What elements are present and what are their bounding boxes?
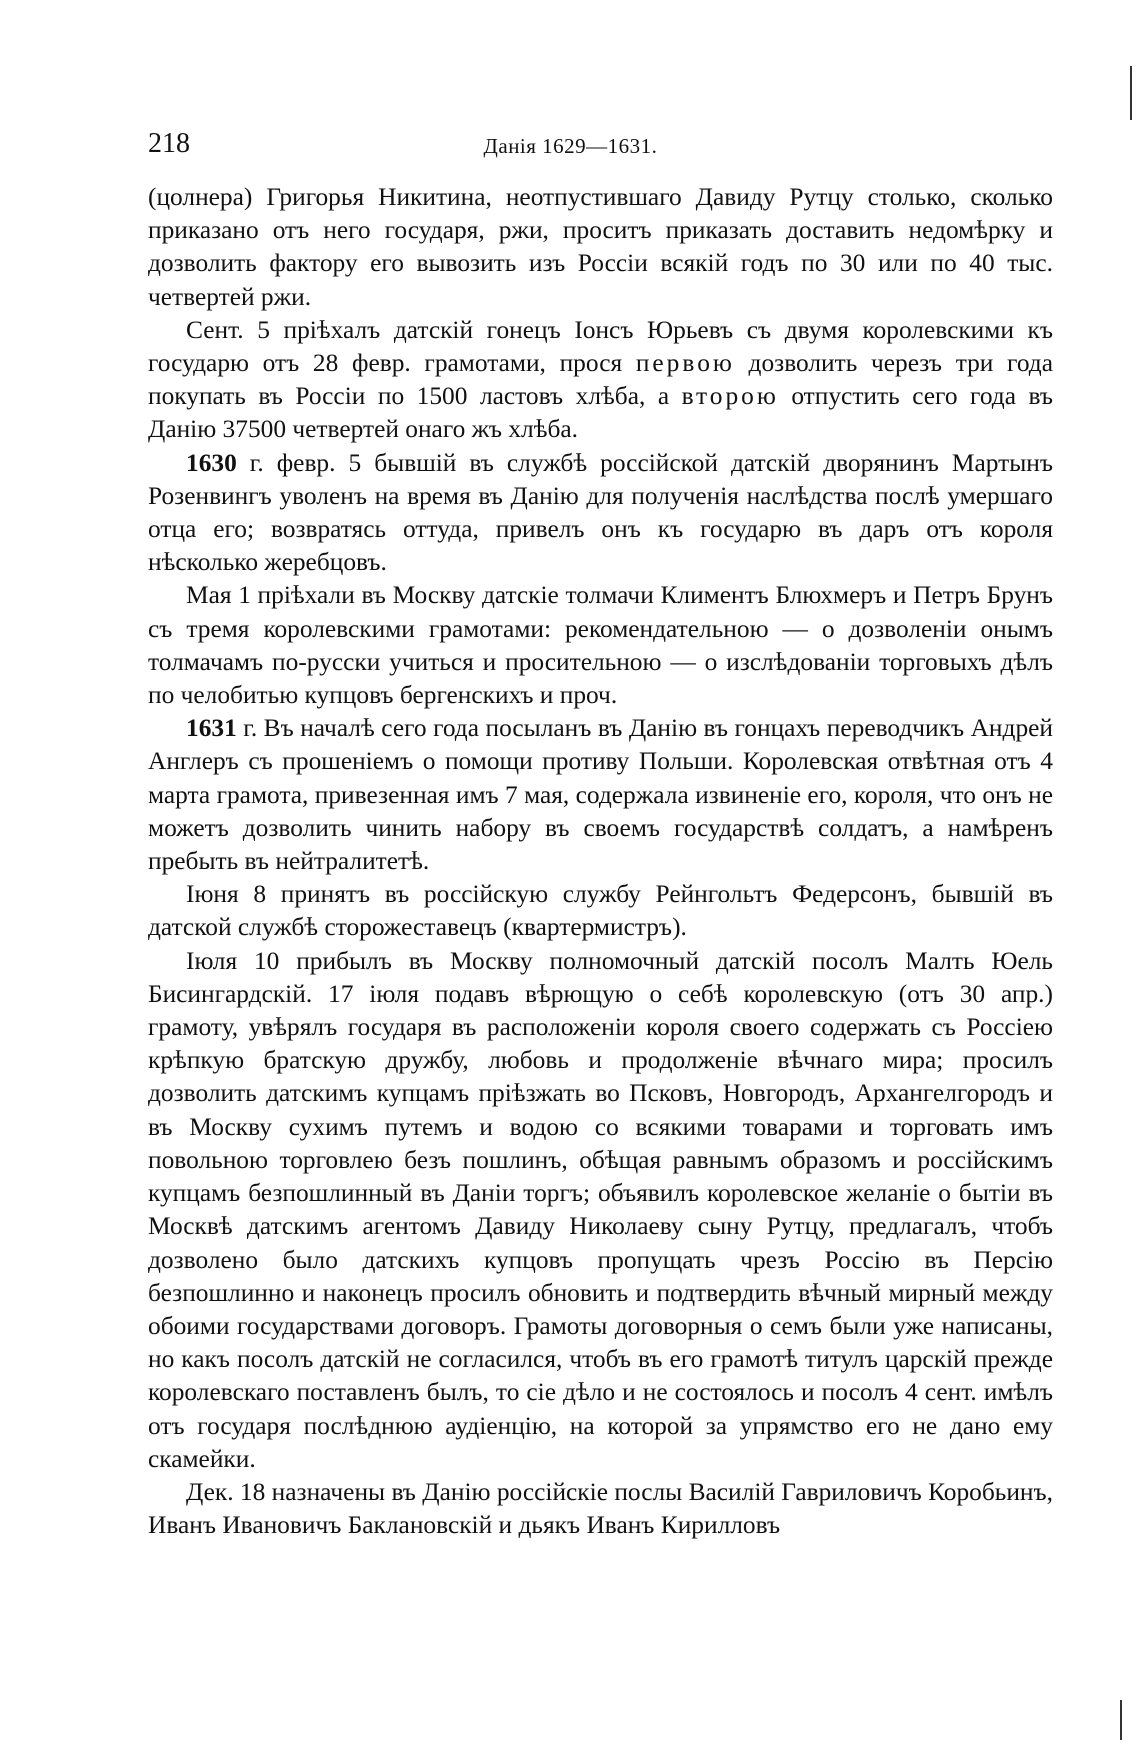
paragraph-5-text: г. Въ началѣ сего года посыланъ въ Данію въ гонцахъ переводчикъ Андрей Англеръ съ прошеніемъ о помощи противу Польши. Королевская отвѣтная отъ 4 марта грамота, привезенная имъ 7 мая, содержала извиненіе его, короля, что онъ не можетъ дозволить чинить набору въ своемъ государствѣ солдатъ, а намѣренъ пребыть въ нейтралитетѣ. [148,714,1053,876]
paragraph-8: Дек. 18 назначены въ Данію россійскіе послы Василій Гавриловичъ Коробьинъ, Иванъ Ивановичъ Баклановскій и дьякъ Иванъ Кирилловъ [148,1477,1053,1540]
scan-edge-mark-bottom [1120,1700,1122,1740]
year-heading-1630: 1630 [186,448,237,477]
spaced-word-first: первою [635,349,735,378]
year-heading-1631: 1631 [186,714,237,743]
paragraph-2-part-1: Сент. 5 пріѣхалъ датскій гонецъ Іонсъ Юрьевъ съ двумя королевскими къ государю отъ 28 февр. грамотами, прося [148,315,1053,378]
page-header [148,128,993,168]
paragraph-1: (цолнера) Григорья Никитина, неотпустившаго Давиду Рутцу столько, сколько приказано отъ него государя, ржи, проситъ приказать доставить недомѣрку и дозволить фактору его вывозить изъ Россіи всякій годъ по 30 или по 40 тыс. четвертей ржи. [148,183,1053,311]
paragraph-3 [148,447,1053,580]
paragraph-4: Мая 1 пріѣхали въ Москву датскіе толмачи Климентъ Блюхмеръ и Петръ Брунъ съ тремя королевскими грамотами: рекомендательною — о дозволеніи онымъ толмачамъ по-русски учиться и просительною — о изслѣдованіи торговыхъ дѣлъ по челобитью купцовъ бергенскихъ и проч. [148,581,1053,710]
paragraph-2-part-2: дозволить черезъ три года покупать въ Россіи по 1500 ластовъ хлѣба, а [148,349,1053,411]
paragraph-6: Іюня 8 принятъ въ россійскую службу Рейнгольтъ Федерсонъ, бывшій въ датской службѣ сторожеставецъ (квартермистръ). [148,880,1053,942]
paragraph-5 [148,712,1053,878]
paragraph-2 [148,314,1053,447]
spaced-word-second: второю [681,382,779,411]
scan-edge-mark-top [1130,66,1132,120]
paragraph-7: Іюля 10 прибылъ въ Москву полномочный датскій посолъ Малть Юель Бисингардскій. 17 іюля подавъ вѣрющую о себѣ королевскую (отъ 30 апр.) грамоту, увѣрялъ государя въ расположеніи короля своего содержать съ Россіею крѣпкую братскую дружбу, любовь и продолженіе вѣчнаго мира; просилъ дозволить датскимъ купцамъ пріѣзжать во Псковъ, Новгородъ, Архангелгородъ и въ Москву сухимъ путемъ и водою со всякими товарами и торговать имъ повольною торговлею безъ пошлинъ, обѣщая равнымъ образомъ и россійскимъ купцамъ безпошлинный въ Даніи торгъ; объявилъ королевское желаніе о бытіи въ Москвѣ датскимъ агентомъ Давиду Николаеву сыну Рутцу, предлагалъ, чтобъ дозволено было датскихъ купцовъ пропущать чрезъ Россію въ Персію безпошлинно и наконецъ просилъ обновить и подтвердить вѣчный мирный между обоими государствами договоръ. Грамоты договорныя о семъ были уже написаны, но какъ посолъ датскій не согласился, чтобъ въ его грамотѣ титулъ царскій прежде королевскаго поставленъ былъ, то сіе дѣло и не состоялось и посолъ 4 сент. имѣлъ отъ государя послѣднюю аудіенцію, на которой за упрямство его не дано ему скамейки. [148,946,1053,1473]
body-text [148,181,1053,1542]
page-number: 218 [148,128,190,159]
paragraph-3-text: г. февр. 5 бывшій въ службѣ россійской датскій дворянинъ Мартынъ Розенвингъ уволенъ на время въ Данію для полученія наслѣдства послѣ умершаго отца его; возвратясь оттуда, привелъ онъ къ государю въ даръ отъ короля нѣсколько жеребцовъ. [148,448,1053,577]
paragraph-2-part-3: отпустить сего года въ Данію 37500 четвертей онаго жъ хлѣба. [148,382,1053,444]
running-title: Данія 1629—1631. [483,134,658,158]
